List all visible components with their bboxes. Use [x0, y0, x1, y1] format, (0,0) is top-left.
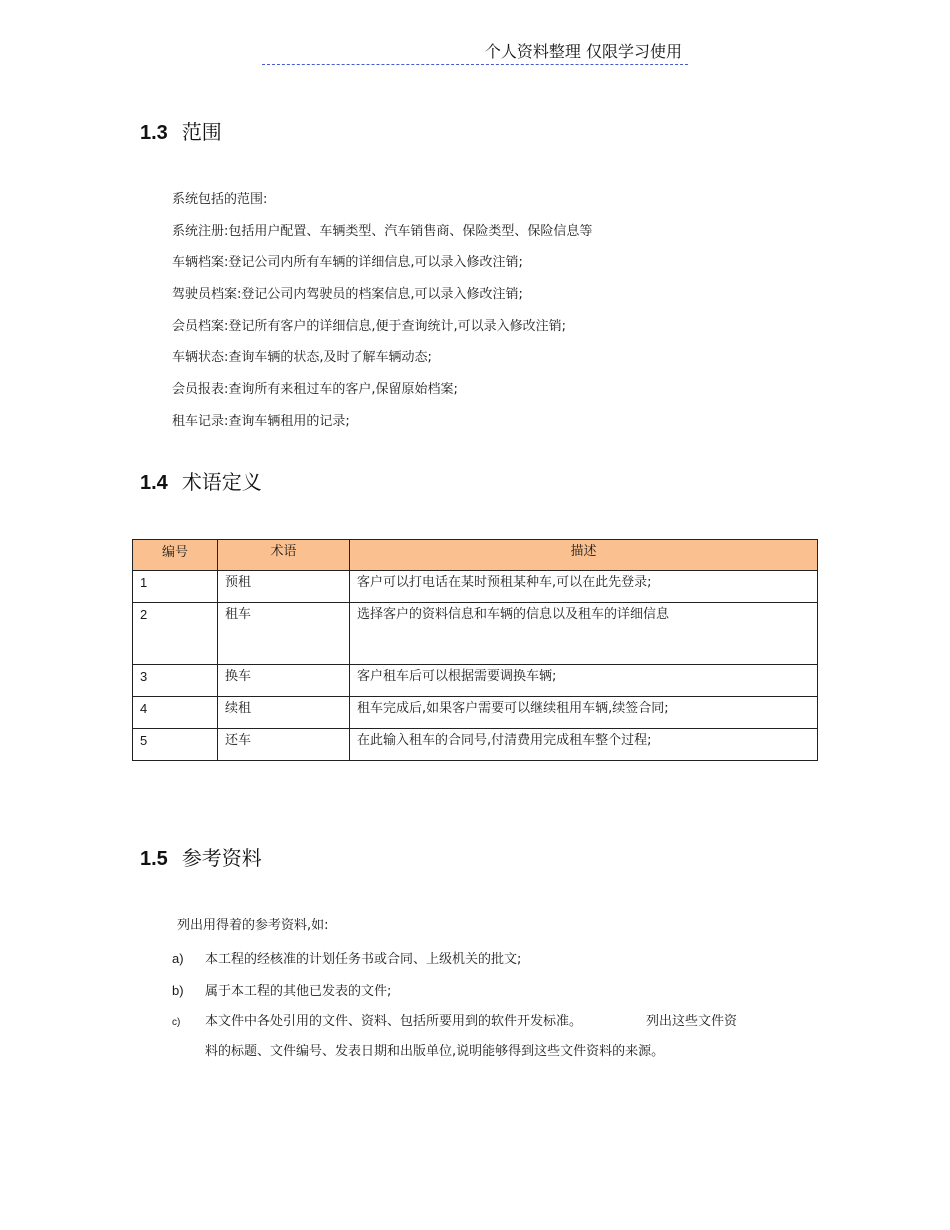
section-number: 1.3 [140, 122, 168, 144]
cell-id: 3 [133, 665, 218, 697]
list-item [172, 1012, 737, 1033]
list-item [172, 949, 521, 970]
section-heading-1-3 [140, 118, 222, 147]
section-number: 1.4 [140, 472, 168, 494]
section-title: 范围 [181, 120, 222, 144]
section-heading-1-4 [140, 468, 262, 497]
cell-description: 客户可以打电话在某时预租某种车,可以在此先登录; [350, 571, 818, 603]
cell-id: 2 [133, 603, 218, 665]
cell-term: 租车 [218, 603, 350, 665]
cell-description: 选择客户的资料信息和车辆的信息以及租车的详细信息 [350, 603, 818, 665]
column-header-term: 术语 [218, 540, 350, 571]
list-marker: a) [172, 951, 184, 966]
cell-term: 预租 [218, 571, 350, 603]
table-row [133, 603, 818, 665]
section-title: 参考资料 [181, 846, 262, 870]
list-text-continued: 列出这些文件资 [646, 1014, 738, 1029]
table-row [133, 571, 818, 603]
table-row [133, 697, 818, 729]
terms-table [132, 539, 818, 761]
scope-item: 会员报表:查询所有来租过车的客户,保留原始档案; [172, 382, 458, 397]
cell-id: 1 [133, 571, 218, 603]
scope-item: 车辆档案:登记公司内所有车辆的详细信息,可以录入修改注销; [172, 255, 523, 270]
cell-term: 还车 [218, 729, 350, 761]
column-header-description: 描述 [350, 540, 818, 571]
table-row [133, 665, 818, 697]
section-title: 术语定义 [181, 470, 262, 494]
page-header [262, 40, 688, 65]
cell-description: 客户租车后可以根据需要调换车辆; [350, 665, 818, 697]
list-text: 本工程的经核准的计划任务书或合同、上级机关的批文; [205, 952, 522, 967]
references-intro: 列出用得着的参考资料,如: [177, 918, 329, 933]
cell-term: 续租 [218, 697, 350, 729]
scope-intro: 系统包括的范围: [172, 192, 268, 207]
section-heading-1-5 [140, 844, 262, 873]
table-row [133, 729, 818, 761]
cell-id: 5 [133, 729, 218, 761]
cell-term: 换车 [218, 665, 350, 697]
section-number: 1.5 [140, 848, 168, 870]
scope-item: 驾驶员档案:登记公司内驾驶员的档案信息,可以录入修改注销; [172, 287, 523, 302]
cell-description: 租车完成后,如果客户需要可以继续租用车辆,续签合同; [350, 697, 818, 729]
header-text: 个人资料整理 仅限学习使用 [484, 42, 682, 61]
cell-description: 在此输入租车的合同号,付清费用完成租车整个过程; [350, 729, 818, 761]
scope-item: 租车记录:查询车辆租用的记录; [172, 414, 350, 429]
column-header-id: 编号 [133, 540, 218, 571]
list-marker: b) [172, 983, 184, 998]
cell-id: 4 [133, 697, 218, 729]
scope-item: 车辆状态:查询车辆的状态,及时了解车辆动态; [172, 350, 432, 365]
list-text: 本文件中各处引用的文件、资料、包括所要用到的软件开发标准。 [205, 1014, 583, 1029]
list-marker: c) [172, 1017, 181, 1028]
table-header-row [133, 540, 818, 571]
list-item [172, 981, 391, 1002]
list-item-continuation: 料的标题、文件编号、发表日期和出版单位,说明能够得到这些文件资料的来源。 [205, 1044, 665, 1059]
scope-item: 会员档案:登记所有客户的详细信息,便于查询统计,可以录入修改注销; [172, 319, 567, 334]
scope-item: 系统注册:包括用户配置、车辆类型、汽车销售商、保险类型、保险信息等 [172, 224, 593, 239]
list-text: 属于本工程的其他已发表的文件; [205, 984, 392, 999]
